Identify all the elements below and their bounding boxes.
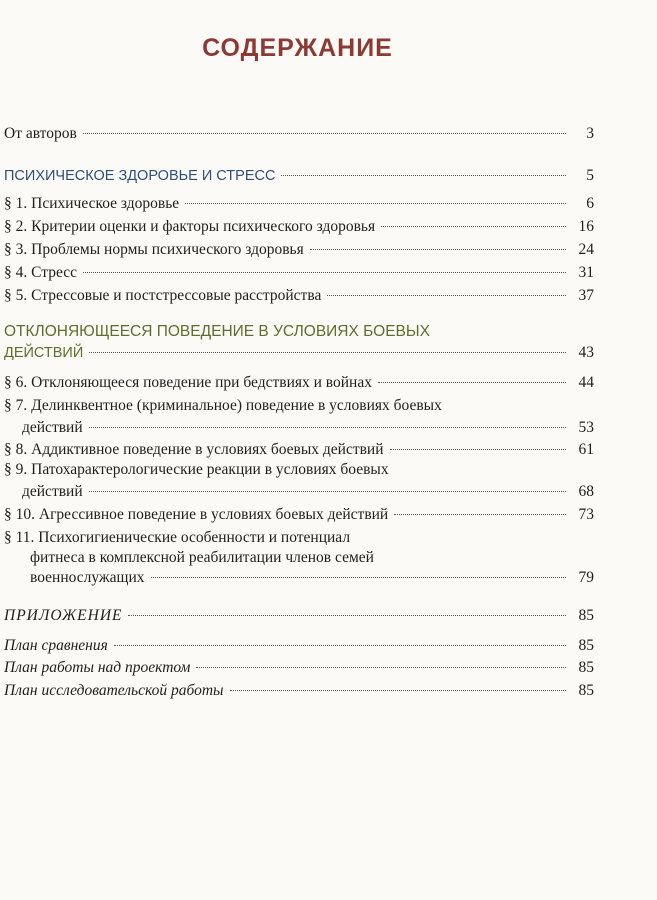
dot-leader: [128, 615, 566, 616]
toc-entry[interactable]: [4, 418, 594, 438]
toc-section-appendix[interactable]: [4, 606, 594, 626]
dot-leader: [394, 514, 566, 515]
dot-leader: [89, 352, 566, 353]
toc-entry-label: § 8. Аддиктивное поведение в условиях боевых действий: [4, 441, 384, 458]
toc-page-number: 68: [578, 483, 594, 500]
section-title: ПСИХИЧЕСКОЕ ЗДОРОВЬЕ И СТРЕСС: [4, 168, 276, 184]
toc-entry[interactable]: [4, 217, 594, 237]
toc-entry[interactable]: [4, 263, 594, 283]
section-title: ПРИЛОЖЕНИЕ: [4, 607, 123, 624]
toc-entry[interactable]: [4, 194, 594, 214]
dot-leader: [89, 427, 566, 428]
toc-page-number: 37: [578, 287, 594, 304]
toc-entry[interactable]: [4, 658, 594, 678]
toc-page-number: 79: [578, 569, 594, 586]
toc-entry-line1: § 7. Делинквентное (криминальное) поведение в условиях боевых: [4, 397, 442, 414]
toc-entry-label: От авторов: [4, 125, 77, 142]
toc-entry-label: § 6. Отклоняющееся поведение при бедствиях и войнах: [4, 374, 372, 391]
toc-entry[interactable]: [4, 505, 594, 525]
toc-entry-label: План исследовательской работы: [4, 682, 224, 699]
toc-entry[interactable]: [4, 568, 594, 588]
dot-leader: [327, 295, 566, 296]
toc-page-number: 5: [586, 167, 594, 184]
toc-entry-label: военнослужащих: [30, 569, 145, 586]
toc-page-number: 24: [578, 241, 594, 258]
dot-leader: [310, 249, 566, 250]
toc-entry-label: действий: [22, 483, 83, 500]
dot-leader: [390, 449, 566, 450]
toc-entry[interactable]: [4, 482, 594, 502]
dot-leader: [378, 382, 566, 383]
toc-page-number: 43: [578, 344, 594, 361]
dot-leader: [381, 226, 566, 227]
toc-page-number: 85: [578, 659, 594, 676]
toc-page-number: 85: [578, 607, 594, 624]
dot-leader: [114, 645, 566, 646]
dot-leader: [185, 203, 566, 204]
toc-entry-label: § 4. Стресс: [4, 264, 77, 281]
toc-page-number: 85: [578, 682, 594, 699]
toc-page-number: 53: [578, 419, 594, 436]
toc-entry-label: План работы над проектом: [4, 659, 191, 676]
page-title: СОДЕРЖАНИЕ: [202, 34, 393, 62]
toc-entry[interactable]: [4, 636, 594, 656]
toc-page-number: 85: [578, 637, 594, 654]
toc-entry[interactable]: [4, 286, 594, 306]
dot-leader: [83, 272, 566, 273]
toc-entry-label: § 1. Психическое здоровье: [4, 195, 180, 212]
toc-entry-line1: § 9. Патохарактерологические реакции в условиях боевых: [4, 461, 389, 478]
section-title-line1: ОТКЛОНЯЮЩЕЕСЯ ПОВЕДЕНИЕ В УСЛОВИЯХ БОЕВЫХ: [4, 323, 430, 340]
dot-leader: [89, 491, 566, 492]
toc-section-mental-health[interactable]: [4, 166, 594, 186]
toc-page-number: 61: [578, 441, 594, 458]
toc-page-number: 6: [586, 195, 594, 212]
dot-leader: [83, 133, 566, 134]
section-title-line2: ДЕЙСТВИЙ: [4, 345, 84, 361]
toc-entry-label: § 5. Стрессовые и постстрессовые расстройства: [4, 287, 322, 304]
toc-entry[interactable]: [4, 440, 594, 460]
toc-entry-label: План сравнения: [4, 637, 108, 654]
toc-page-number: 31: [578, 264, 594, 281]
toc-entry-label: § 10. Агрессивное поведение в условиях боевых действий: [4, 506, 389, 523]
toc-page-number: 3: [586, 125, 594, 142]
toc-entry-label: § 2. Критерии оценки и факторы психического здоровья: [4, 218, 376, 235]
toc-page-number: 16: [578, 218, 594, 235]
dot-leader: [230, 690, 566, 691]
toc-entry-authors[interactable]: [4, 124, 594, 144]
toc-entry-line2: фитнеса в комплексной реабилитации членов семей: [30, 549, 374, 566]
toc-section-deviant-behavior[interactable]: [4, 343, 594, 363]
toc-page-number: 44: [578, 374, 594, 391]
toc-entry[interactable]: [4, 240, 594, 260]
toc-entry[interactable]: [4, 373, 594, 393]
toc-entry-label: § 3. Проблемы нормы психического здоровья: [4, 241, 304, 258]
dot-leader: [196, 667, 566, 668]
toc-entry-line1: § 11. Психогигиенические особенности и потенциал: [4, 529, 351, 546]
toc-entry[interactable]: [4, 681, 594, 701]
dot-leader: [281, 175, 566, 176]
toc-entry-label: действий: [22, 419, 83, 436]
toc-page-number: 73: [578, 506, 594, 523]
dot-leader: [151, 577, 567, 578]
